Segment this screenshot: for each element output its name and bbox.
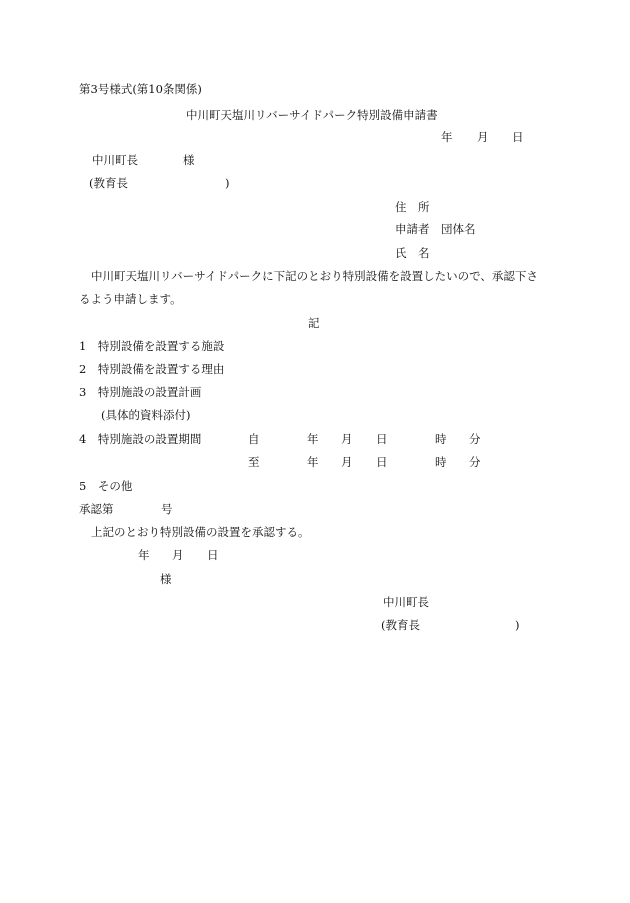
period-to-month: 月	[341, 455, 353, 469]
period-to-minute: 分	[469, 455, 481, 469]
addressee-edu-close: )	[225, 176, 230, 190]
document-title: 中川町天塩川リバーサイドパーク特別設備申請書	[186, 108, 438, 122]
period-from-year: 年	[307, 432, 319, 446]
item-3-sub: (具体的資料添付)	[101, 408, 191, 422]
period-to-hour: 時	[435, 455, 447, 469]
item-5: 5 その他	[79, 479, 133, 493]
item-4: 4 特別施設の設置期間	[79, 432, 202, 446]
applicant-org-label: 団体名	[441, 222, 476, 236]
approval-number-suffix: 号	[161, 502, 173, 516]
period-from-label: 自	[248, 432, 260, 446]
addressee-mayor: 中川町長	[92, 153, 138, 167]
approval-mayor: 中川町長	[383, 595, 429, 609]
approval-honorific: 様	[160, 572, 172, 586]
applicant-name-label: 氏 名	[395, 246, 430, 260]
applicant-address-label: 住 所	[395, 200, 430, 214]
approval-statement: 上記のとおり特別設備の設置を承認する。	[91, 525, 310, 539]
form-number: 第3号様式(第10条関係)	[79, 82, 202, 96]
approval-number-prefix: 承認第	[79, 502, 114, 516]
approval-edu-close: )	[515, 618, 520, 632]
approval-day: 日	[207, 548, 219, 562]
period-from-day: 日	[376, 432, 388, 446]
date-month-label: 月	[477, 130, 489, 144]
date-day-label: 日	[512, 130, 524, 144]
period-to-year: 年	[307, 455, 319, 469]
approval-year: 年	[138, 548, 150, 562]
applicant-label: 申請者	[395, 222, 430, 236]
body-line-1: 中川町天塩川リバーサイドパークに下記のとおり特別設備を設置したいので、承認下さ	[91, 269, 538, 283]
item-1: 1 特別設備を設置する施設	[79, 339, 225, 353]
item-3: 3 特別施設の設置計画	[79, 385, 202, 399]
period-to-day: 日	[376, 455, 388, 469]
addressee-honorific: 様	[183, 153, 195, 167]
approval-edu-open: (教育長	[381, 618, 420, 632]
period-to-label: 至	[248, 455, 260, 469]
body-line-2: るよう申請します。	[79, 292, 182, 306]
period-from-month: 月	[341, 432, 353, 446]
period-from-hour: 時	[435, 432, 447, 446]
item-2: 2 特別設備を設置する理由	[79, 362, 225, 376]
ki-heading: 記	[308, 316, 320, 330]
date-year-label: 年	[441, 130, 453, 144]
period-from-minute: 分	[469, 432, 481, 446]
approval-month: 月	[172, 548, 184, 562]
addressee-edu-open: (教育長	[89, 176, 128, 190]
